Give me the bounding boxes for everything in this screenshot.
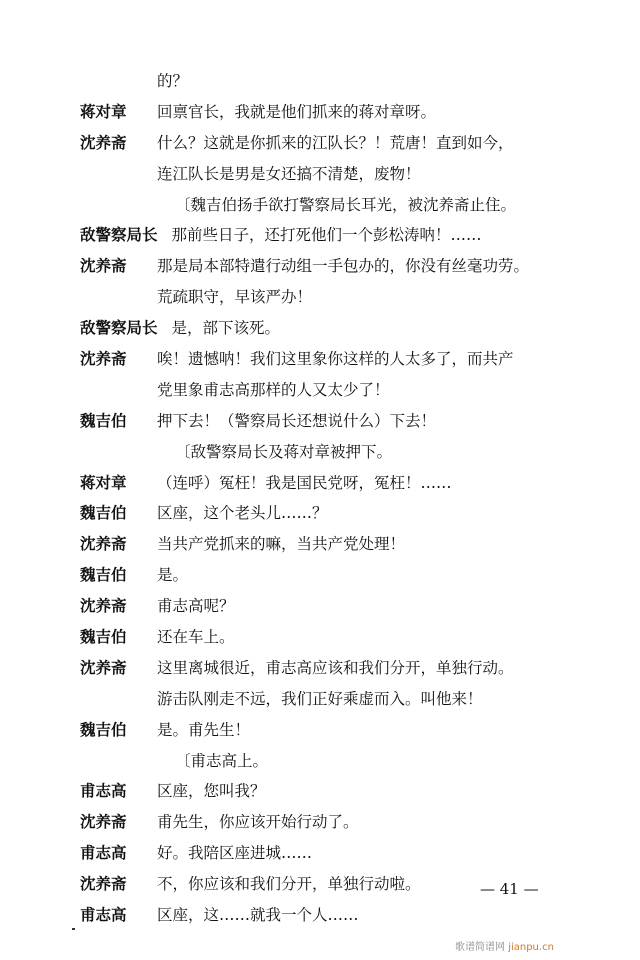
line-text: 区座，这个老头儿……？ [157, 504, 328, 523]
dialogue-line [80, 128, 620, 159]
line-text: 连江队长是男是女还搞不清楚，废物！ [157, 164, 421, 183]
continuation-line [80, 282, 620, 313]
dialogue-line [80, 251, 620, 282]
speaker-name: 蒋对章 [80, 101, 127, 121]
speaker-name: 沈养斋 [80, 596, 127, 616]
dialogue-line [80, 653, 620, 684]
speaker-name: 蒋对章 [80, 472, 127, 492]
dialogue-line [80, 776, 620, 807]
line-text: 这里离城很近，甫志高应该和我们分开，单独行动。 [157, 658, 514, 677]
line-text: 〔魏吉伯扬手欲打警察局长耳光，被沈养斋止住。 [175, 195, 517, 214]
speaker-name: 沈养斋 [80, 132, 127, 152]
line-text: 甫志高呢？ [157, 597, 235, 616]
line-text: 还在车上。 [157, 628, 235, 647]
line-text: 的？ [157, 72, 189, 90]
line-text: 〔甫志高上。 [175, 751, 269, 770]
dialogue-line [80, 838, 620, 869]
speaker-name: 魏吉伯 [80, 503, 127, 523]
line-text: 那是局本部特遣行动组一手包办的，你没有丝毫功劳。 [157, 257, 530, 276]
dialogue-line [80, 560, 620, 591]
line-text: 唉！遗憾呐！我们这里象你这样的人太多了，而共产 [157, 350, 514, 369]
dialogue-line [80, 406, 620, 437]
line-text: 是。甫先生！ [157, 720, 251, 739]
dialogue-line [80, 220, 620, 251]
continuation-line [80, 66, 620, 97]
dialogue-line [80, 344, 620, 375]
line-text: 押下去！（警察局长还想说什么）下去！ [157, 411, 437, 430]
line-text: 〔敌警察局长及蒋对章被押下。 [175, 442, 393, 461]
speaker-name: 甫志高 [80, 843, 127, 863]
stage-direction [80, 190, 620, 221]
speaker-name: 沈养斋 [80, 874, 127, 894]
page-number: — 41 — [480, 880, 539, 898]
scan-speck [72, 928, 75, 930]
speaker-name: 沈养斋 [80, 657, 127, 677]
line-text: 党里象甫志高那样的人又太少了！ [157, 380, 390, 399]
dialogue-line [80, 97, 620, 128]
line-text: （连呼）冤枉！我是国民党呀，冤枉！…… [157, 473, 452, 492]
line-text: 好。我陪区座进城…… [157, 844, 313, 863]
watermark-cn: 歌谱简谱网 [455, 942, 505, 953]
watermark [455, 938, 554, 953]
dialogue-line [80, 869, 620, 900]
line-text: 不，你应该和我们分开，单独行动啦。 [157, 875, 421, 894]
continuation-line [80, 159, 620, 190]
stage-direction [80, 746, 620, 777]
line-text: 区座，这……就我一个人…… [157, 906, 359, 925]
dialogue-line [80, 591, 620, 622]
line-text: 区座，您叫我？ [157, 782, 266, 801]
speaker-name: 敌警察局长 [80, 318, 158, 338]
dialogue-line [80, 468, 620, 499]
dialogue-line [80, 715, 620, 746]
line-text: 那前些日子，还打死他们一个彭松涛呐！…… [171, 226, 482, 245]
line-text: 当共产党抓来的嘛，当共产党处理！ [157, 535, 406, 554]
speaker-name: 甫志高 [80, 781, 127, 801]
dialogue-line [80, 900, 620, 931]
line-text: 荒疏职守，早该严办！ [157, 288, 313, 307]
speaker-name: 魏吉伯 [80, 410, 127, 430]
speaker-name: 沈养斋 [80, 349, 127, 369]
play-script [80, 66, 620, 931]
line-text: 游击队刚走不远，我们正好乘虚而入。叫他来！ [157, 689, 483, 708]
line-text: 回禀官长，我就是他们抓来的蒋对章呀。 [157, 102, 437, 121]
speaker-name: 魏吉伯 [80, 627, 127, 647]
speaker-name: 甫志高 [80, 905, 127, 925]
speaker-name: 沈养斋 [80, 812, 127, 832]
dialogue-line [80, 529, 620, 560]
dialogue-line [80, 622, 620, 653]
stage-direction [80, 437, 620, 468]
speaker-name: 沈养斋 [80, 534, 127, 554]
line-text: 是，部下该死。 [171, 319, 281, 338]
line-text: 什么？这就是你抓来的江队长？！荒唐！直到如今， [157, 133, 514, 152]
speaker-name: 魏吉伯 [80, 565, 127, 585]
continuation-line [80, 375, 620, 406]
speaker-name: 敌警察局长 [80, 225, 158, 245]
dialogue-line [80, 313, 620, 344]
speaker-name: 沈养斋 [80, 256, 127, 276]
speaker-name: 魏吉伯 [80, 719, 127, 739]
line-text: 甫先生，你应该开始行动了。 [157, 813, 359, 832]
continuation-line [80, 684, 620, 715]
dialogue-line [80, 498, 620, 529]
watermark-en: jianpu.cn [508, 942, 554, 953]
dialogue-line [80, 807, 620, 838]
line-text: 是。 [157, 566, 189, 585]
